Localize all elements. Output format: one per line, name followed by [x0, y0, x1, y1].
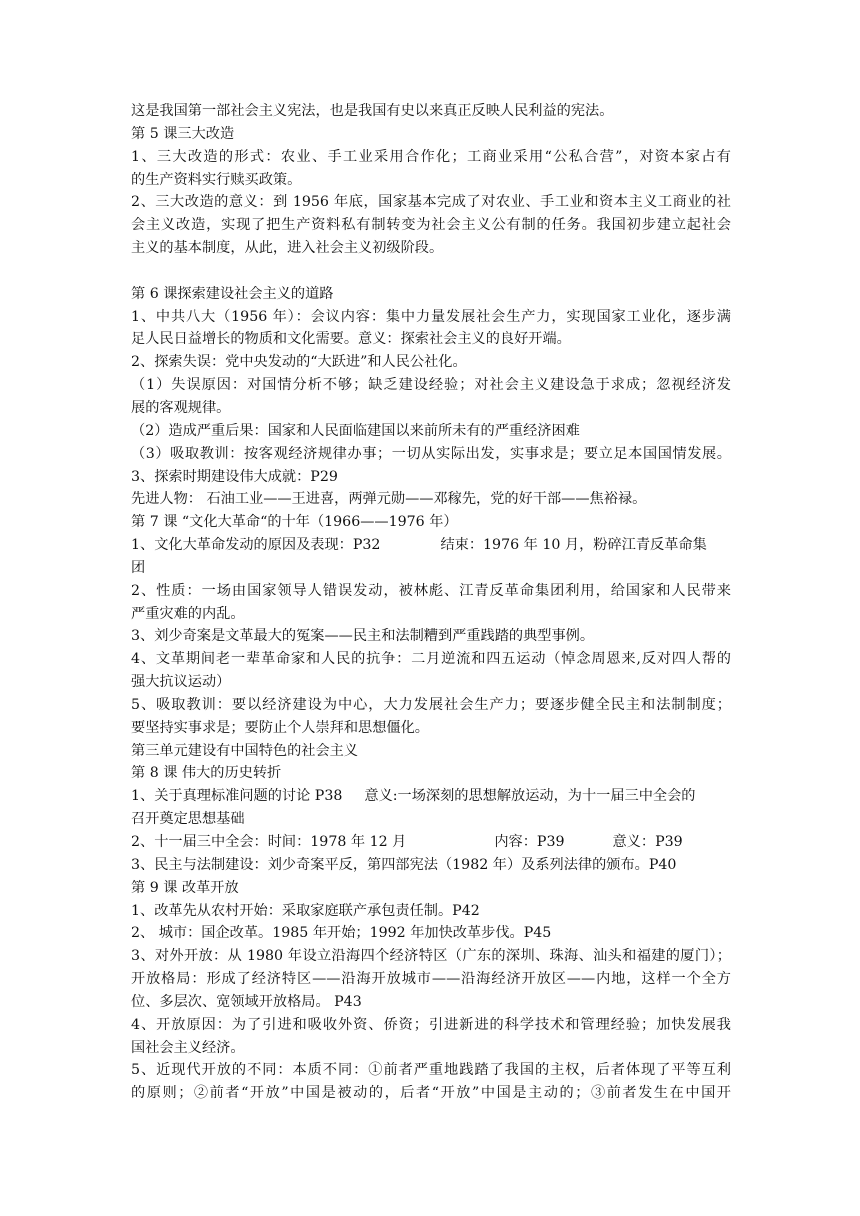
text-line: 主义的基本制度，从此，进入社会主义初级阶段。 [131, 240, 444, 257]
text-line: 位、多层次、宽领域开放格局。 P43 [131, 993, 362, 1010]
text-fragment: 结束：1976 年 10 月，粉碎江青反革命集 [440, 537, 707, 554]
lesson-heading: 第 7 课 “文化大革命“的十年（1966——1976 年） [131, 514, 458, 531]
text-line: 1、改革先从农村开始：采取家庭联产承包责任制。P42 [131, 902, 480, 919]
text-fragment: 内容：P39 [494, 834, 565, 850]
text-line [131, 831, 731, 854]
lesson-heading: 第 6 课探索建设社会主义的道路 [131, 285, 334, 302]
text-line: 先进人物： 石油工业——王进喜，两弹元勋——邓稼先，党的好干部——焦裕禄。 [131, 491, 647, 508]
text-line: 这是我国第一部社会主义宪法，也是我国有史以来真正反映人民利益的宪法。 [131, 103, 614, 119]
text-line: 展的客观规律。 [131, 399, 231, 416]
text-line: 3、对外开放：从 1980 年设立沿海四个经济特区（广东的深圳、珠海、汕头和福建的厦门）； [131, 948, 731, 965]
text-line: 2、性质：一场由国家领导人错误发动，被林彪、江青反革命集团利用，给国家和人民带来 [131, 582, 731, 599]
text-line: 的原则；②前者“开放”中国是被动的，后者“开放”中国是主动的；③前者发生在中国开 [131, 1085, 731, 1102]
unit-heading: 第三单元建设有中国特色的社会主义 [131, 742, 359, 759]
text-line: 会主义改造，实现了把生产资料私有制转变为社会主义公有制的任务。我国初步建立起社会 [131, 217, 731, 234]
text-line: 团 [131, 559, 146, 576]
text-line: 开放格局：形成了经济特区——沿海开放城市——沿海经济开放区——内地，这样一个全方 [131, 971, 731, 988]
text-line: 1、三大改造的形式：农业、手工业采用合作化；工商业采用“公私合营”，对资本家占有 [131, 148, 731, 165]
text-fragment: 意义：P39 [612, 834, 683, 850]
text-line: 要坚持实事求是；要防止个人崇拜和思想僵化。 [131, 719, 429, 736]
text-fragment: 1、文化大革命发动的原因及表现：P32 [131, 537, 381, 554]
document-page [131, 100, 731, 1105]
text-line: 的生产资料实行赎买政策。 [131, 171, 302, 188]
blank-line [131, 260, 731, 283]
text-line: 3、探索时期建设伟大成就：P29 [131, 468, 338, 485]
text-line: 4、开放原因：为了引进和吸收外资、侨资；引进新进的科学技术和管理经验；加快发展我 [131, 1016, 731, 1033]
text-line: 5、吸取教训：要以经济建设为中心，大力发展社会生产力；要逐步健全民主和法制制度； [131, 696, 731, 713]
text-line: 3、刘少奇案是文革最大的冤案——民主和法制糟到严重践踏的典型事例。 [131, 628, 595, 645]
lesson-heading: 第 8 课 伟大的历史转折 [131, 765, 282, 782]
text-fragment: 2、十一届三中全会：时间：1978 年 12 月 [131, 834, 407, 850]
text-line: 2、 城市：国企改革。1985 年开始；1992 年加快改革步伐。P45 [131, 925, 552, 942]
text-line: 1、中共八大（1956 年）：会议内容：集中力量发展社会生产力，实现国家工业化，逐步满 [131, 308, 731, 325]
text-line [131, 785, 731, 808]
lesson-heading: 第 9 课 改革开放 [131, 879, 239, 896]
text-line: （1）失误原因：对国情分析不够；缺乏建设经验；对社会主义建设急于求成；忽视经济发 [131, 377, 731, 394]
lesson-heading: 第 5 课三大改造 [131, 125, 235, 142]
text-line: 国社会主义经济。 [131, 1039, 245, 1056]
text-line: 强大抗议运动） [131, 674, 231, 691]
text-line: 足人民日益增长的物质和文化需要。意义：探索社会主义的良好开端。 [131, 331, 571, 348]
text-line: 2、探索失误：党中央发动的“大跃进”和人民公社化。 [131, 354, 467, 371]
text-line: 4、文革期间老一辈革命家和人民的抗争：二月逆流和四五运动（悼念周恩来,反对四人帮的 [131, 651, 731, 668]
text-line: （2）造成严重后果：国家和人民面临建国以来前所未有的严重经济困难 [131, 422, 580, 439]
text-line: （3）吸取教训：按客观经济规律办事；一切从实际出发，实事求是；要立足本国国情发展。 [131, 445, 731, 462]
text-fragment: 1、关于真理标准问题的讨论 P38 [131, 788, 343, 805]
text-fragment: 意义:一场深刻的思想解放运动，为十一届三中全会的 [364, 788, 696, 805]
text-line: 2、三大改造的意义：到 1956 年底，国家基本完成了对农业、手工业和资本主义工商业的社 [131, 194, 731, 211]
text-line: 召开奠定思想基础 [131, 811, 245, 828]
text-line: 严重灾难的内乱。 [131, 605, 245, 622]
text-line: 5、近现代开放的不同：本质不同：①前者严重地践踏了我国的主权，后者体现了平等互利 [131, 1062, 731, 1079]
text-line: 3、民主与法制建设：刘少奇案平反，第四部宪法（1982 年）及系列法律的颁布。P40 [131, 856, 677, 873]
text-line [131, 534, 731, 557]
